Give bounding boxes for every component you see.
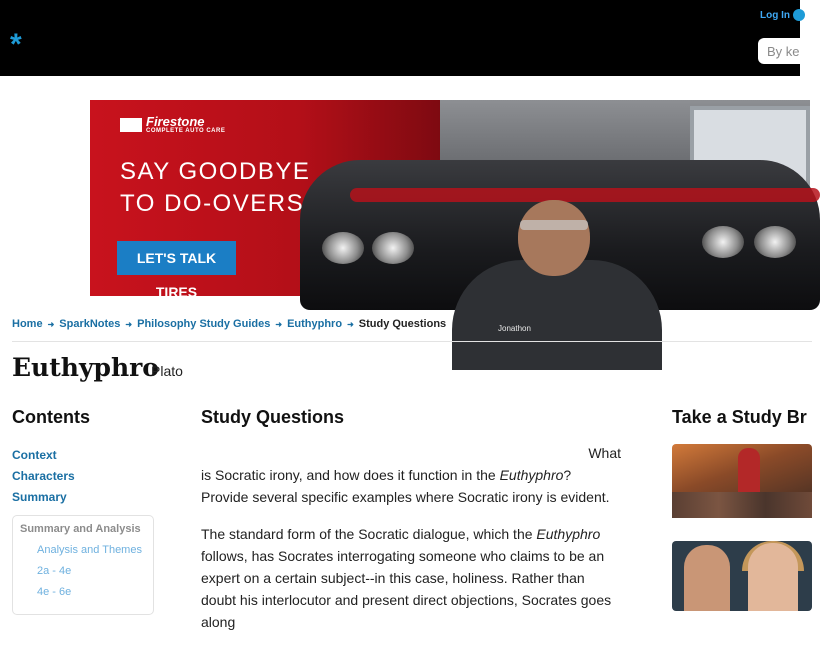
question-text-part: ? Provide several specific examples where Socratic irony is evident. — [201, 467, 610, 505]
contents-item — [12, 448, 75, 469]
question-text — [201, 464, 621, 508]
thumbnail-face — [684, 545, 730, 611]
breadcrumb — [12, 318, 446, 330]
ad-car-headlight — [754, 226, 796, 258]
summary-analysis-box — [12, 515, 154, 615]
question-lead: What — [588, 445, 621, 461]
answer-text-part: The standard form of the Socratic dialogue, which the — [201, 526, 537, 542]
search-input[interactable] — [758, 38, 818, 64]
question-text-part: is Socratic irony, and how does it function in the — [201, 467, 500, 483]
account-icon[interactable] — [793, 9, 805, 21]
study-break-thumbnail[interactable] — [672, 444, 812, 518]
summary-analysis-title[interactable]: Summary and Analysis — [20, 523, 141, 535]
breadcrumb-arrow-icon: ➜ — [347, 320, 354, 329]
ad-brand: Firestone — [146, 114, 205, 129]
top-nav-bar — [0, 0, 800, 76]
breadcrumb-arrow-icon: ➜ — [275, 320, 283, 329]
ad-car-headlight — [372, 232, 414, 264]
login-link[interactable]: Log In — [760, 10, 790, 21]
article-body — [201, 442, 621, 648]
breadcrumb-euthyphro[interactable]: Euthyphro — [287, 318, 343, 330]
sparknotes-logo-icon[interactable]: * — [10, 28, 22, 61]
ad-mechanic-body — [452, 260, 662, 370]
contents-link-context[interactable]: Context — [12, 448, 57, 462]
contents-item — [12, 490, 75, 511]
contents-link-characters[interactable]: Characters — [12, 469, 75, 483]
contents-heading: Contents — [12, 407, 90, 427]
answer-text-part: follows, has Socrates interrogating someone who claims to be an expert on a certain subject--in this case, holiness. Rather than doubt his interlocutor and present direct objections, Socrates goes along — [201, 548, 612, 630]
breadcrumb-arrow-icon: ➜ — [125, 320, 133, 329]
contents-link-summary[interactable]: Summary — [12, 490, 67, 504]
divider — [12, 341, 812, 342]
ad-car-stripe — [350, 188, 820, 202]
breadcrumb-home[interactable]: Home — [12, 318, 43, 330]
breadcrumb-philosophy-guides[interactable]: Philosophy Study Guides — [137, 318, 271, 330]
ad-cta-button[interactable]: LET'S TALK TIRES — [117, 241, 236, 275]
ad-headline-line: SAY GOODBYE — [120, 158, 311, 185]
author-link[interactable]: Plato — [151, 363, 183, 379]
ad-headline-line: TO DO-OVERS — [120, 190, 305, 217]
ad-headline — [120, 156, 310, 220]
breadcrumb-sparknotes[interactable]: SparkNotes — [59, 318, 121, 330]
page-title: Euthyphro — [12, 353, 159, 382]
ad-mechanic-head — [518, 200, 590, 276]
ad-car-headlight — [702, 226, 744, 258]
study-break-thumbnail[interactable] — [672, 541, 812, 611]
breadcrumb-arrow-icon: ➜ — [47, 320, 55, 329]
contents-sublink[interactable]: 2a - 4e — [37, 565, 72, 577]
ad-name-badge: Jonathon — [498, 324, 531, 333]
study-questions-heading: Study Questions — [201, 407, 345, 427]
firestone-logo-icon — [120, 118, 142, 132]
work-title: Euthyphro — [536, 526, 601, 542]
ad-brand-tagline: COMPLETE AUTO CARE — [146, 128, 226, 134]
contents-item — [12, 469, 75, 490]
thumbnail-face — [748, 543, 798, 611]
contents-sublink[interactable]: Analysis and Themes — [37, 544, 142, 556]
study-break-heading: Take a Study Br — [672, 407, 807, 427]
ad-car-headlight — [322, 232, 364, 264]
work-title: Euthyphro — [499, 467, 564, 483]
answer-text — [201, 523, 621, 633]
contents-list — [12, 448, 75, 511]
ad-mechanic-glasses — [520, 220, 588, 230]
contents-sublink[interactable]: 4e - 6e — [37, 586, 72, 598]
thumbnail-crowd — [672, 492, 812, 518]
breadcrumb-current: Study Questions — [358, 318, 447, 330]
